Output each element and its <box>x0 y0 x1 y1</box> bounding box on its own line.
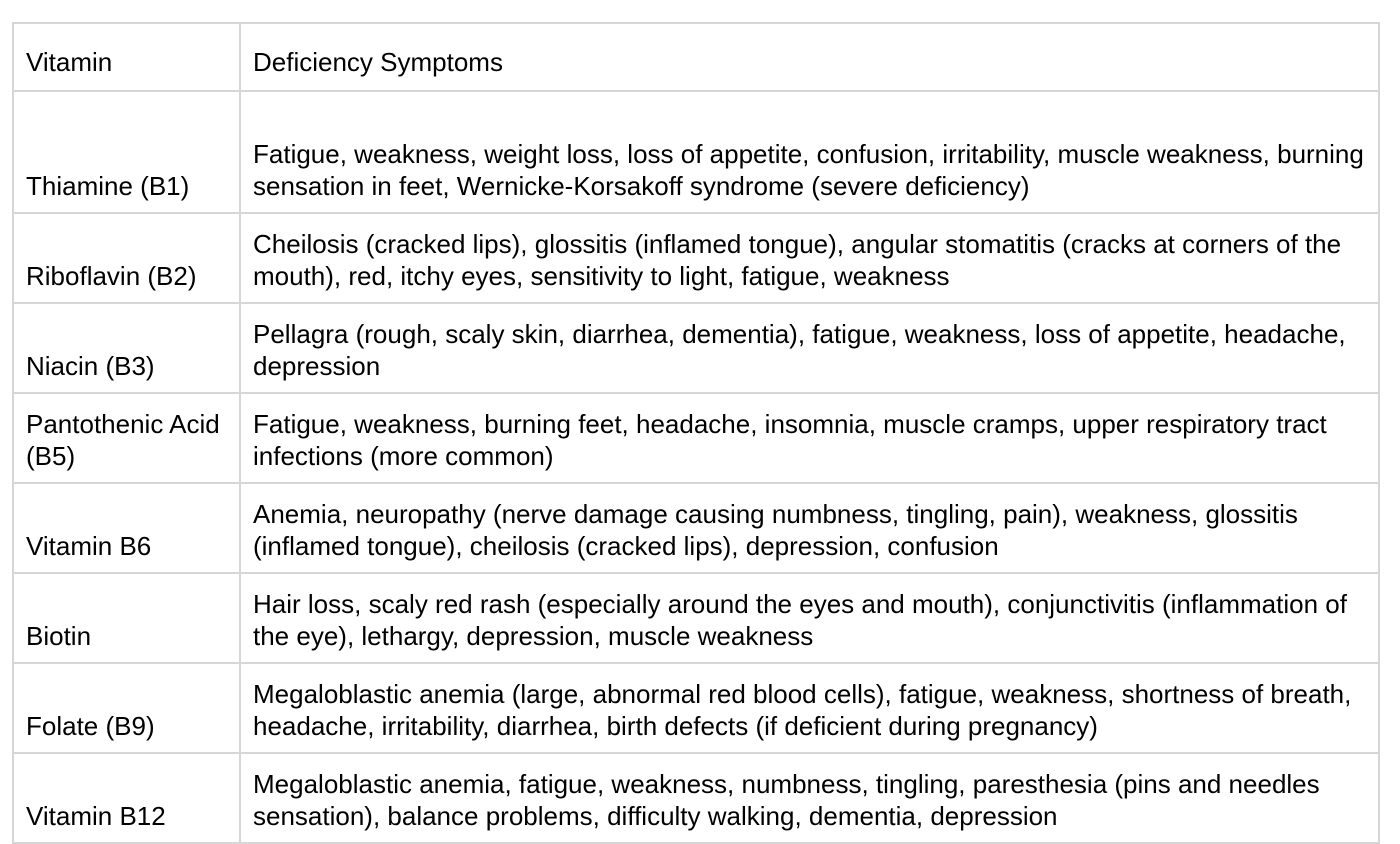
header-deficiency-symptoms: Deficiency Symptoms <box>240 23 1379 91</box>
symptoms-cell: Fatigue, weakness, weight loss, loss of appetite, confusion, irritability, muscle weakness, burning sensation in feet, Wernicke-Korsakoff syndrome (severe deficiency) <box>240 91 1379 213</box>
table-row <box>13 483 1379 573</box>
table-row <box>13 393 1379 483</box>
table-row <box>13 663 1379 753</box>
symptoms-cell: Fatigue, weakness, burning feet, headache, insomnia, muscle cramps, upper respiratory tract infections (more common) <box>240 393 1379 483</box>
vitamin-cell: Niacin (B3) <box>13 303 240 393</box>
vitamin-cell: Riboflavin (B2) <box>13 213 240 303</box>
table-row <box>13 213 1379 303</box>
table-row <box>13 91 1379 213</box>
symptoms-cell: Megaloblastic anemia, fatigue, weakness, numbness, tingling, paresthesia (pins and needles sensation), balance problems, difficulty walking, dementia, depression <box>240 753 1379 843</box>
vitamin-cell: Vitamin B6 <box>13 483 240 573</box>
table-row <box>13 753 1379 843</box>
vitamin-cell: Pantothenic Acid (B5) <box>13 393 240 483</box>
table-row <box>13 573 1379 663</box>
symptoms-cell: Hair loss, scaly red rash (especially around the eyes and mouth), conjunctivitis (inflammation of the eye), lethargy, depression, muscle weakness <box>240 573 1379 663</box>
vitamin-deficiency-table-container <box>12 22 1380 844</box>
vitamin-cell: Thiamine (B1) <box>13 91 240 213</box>
vitamin-deficiency-table <box>12 22 1380 844</box>
symptoms-cell: Cheilosis (cracked lips), glossitis (inflamed tongue), angular stomatitis (cracks at corners of the mouth), red, itchy eyes, sensitivity to light, fatigue, weakness <box>240 213 1379 303</box>
symptoms-cell: Megaloblastic anemia (large, abnormal red blood cells), fatigue, weakness, shortness of breath, headache, irritability, diarrhea, birth defects (if deficient during pregnancy) <box>240 663 1379 753</box>
table-header-row <box>13 23 1379 91</box>
vitamin-cell: Vitamin B12 <box>13 753 240 843</box>
vitamin-cell: Folate (B9) <box>13 663 240 753</box>
vitamin-cell: Biotin <box>13 573 240 663</box>
symptoms-cell: Pellagra (rough, scaly skin, diarrhea, dementia), fatigue, weakness, loss of appetite, headache, depression <box>240 303 1379 393</box>
header-vitamin: Vitamin <box>13 23 240 91</box>
symptoms-cell: Anemia, neuropathy (nerve damage causing numbness, tingling, pain), weakness, glossitis (inflamed tongue), cheilosis (cracked lips), depression, confusion <box>240 483 1379 573</box>
table-row <box>13 303 1379 393</box>
